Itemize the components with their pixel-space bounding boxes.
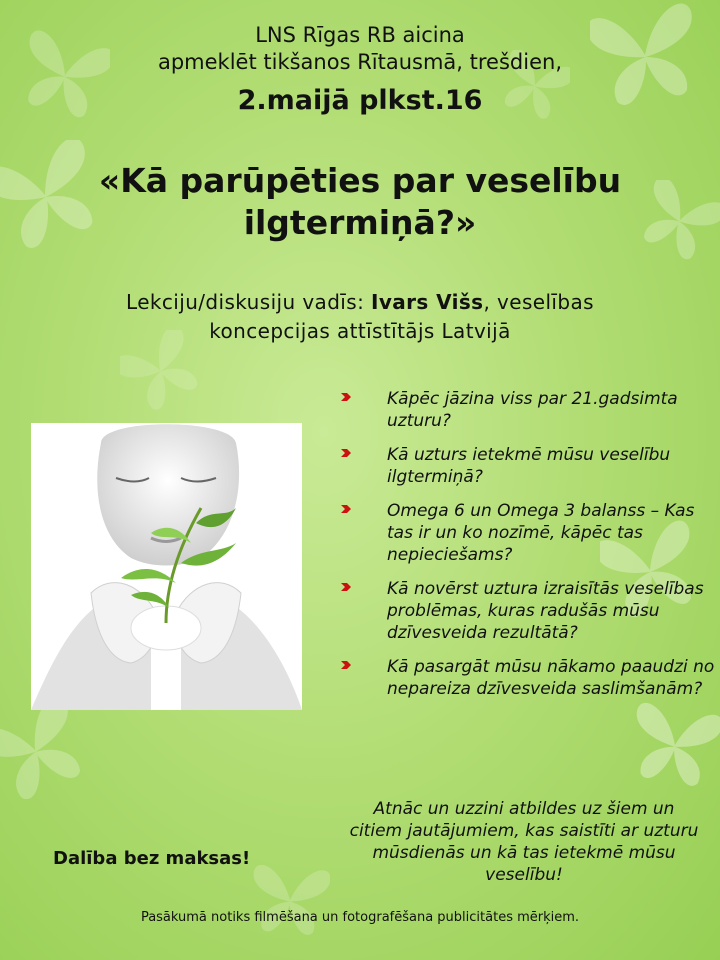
list-item (340, 500, 720, 566)
red-arrow-bullet-icon (340, 659, 352, 671)
footer-note: Pasākumā notiks filmēšana un fotografēšana publicitātes mērķiem. (140, 910, 580, 925)
free-admission-label: Dalība bez maksas! (53, 848, 251, 869)
question-text: Kāpēc jāzina viss par 21.gadsimta uzturu? (387, 389, 678, 431)
lecturer-line-2: koncepcijas attīstītājs Latvijā (209, 319, 511, 343)
butterfly-icon (630, 700, 720, 790)
question-text: Kā pasargāt mūsu nākamo paaudzi no nepareiza dzīvesveida saslimšanām? (387, 657, 715, 699)
lecturer-name: Ivars Višs (370, 290, 484, 314)
header-line-1: LNS Rīgas RB aicina (255, 23, 465, 47)
question-text: Omega 6 un Omega 3 balanss – Kas tas ir un ko nozīmē, kāpēc tas nepieciešams? (387, 501, 695, 565)
event-date: 2.maijā plkst.16 (237, 85, 483, 116)
list-item (340, 656, 720, 700)
header-text (0, 22, 720, 76)
lecturer-suffix: , veselības (483, 290, 594, 314)
woman-with-sprout-image (31, 423, 302, 710)
question-list (340, 388, 720, 712)
red-arrow-bullet-icon (340, 581, 352, 593)
title-line-2: ilgtermiņā?» (243, 203, 477, 242)
list-item (340, 578, 720, 644)
lecturer-line-1 (0, 288, 720, 317)
butterfly-icon (0, 700, 85, 800)
red-arrow-bullet-icon (340, 503, 352, 515)
list-item (340, 444, 720, 488)
question-text: Kā uzturs ietekmē mūsu veselību ilgtermiņā? (387, 445, 671, 487)
lecturer-prefix: Lekciju/diskusiju vadīs: (126, 290, 371, 314)
closing-text: Atnāc un uzzini atbildes uz šiem un citiem jautājumiem, kas saistīti ar uzturu mūsdienās un kā tas ietekmē mūsu veselību! (349, 799, 699, 885)
list-item (340, 388, 720, 432)
lecturer-info (0, 288, 720, 346)
header-line-2: apmeklēt tikšanos Rītausmā, trešdien, (157, 50, 562, 74)
red-arrow-bullet-icon (340, 391, 352, 403)
red-arrow-bullet-icon (340, 447, 352, 459)
butterfly-icon (250, 860, 330, 940)
title-line-1: «Kā parūpēties par veselību (98, 161, 622, 200)
question-text: Kā novērst uztura izraisītās veselības problēmas, kuras radušās mūsu dzīvesveida rezultātā? (387, 579, 704, 643)
event-title (0, 160, 720, 244)
